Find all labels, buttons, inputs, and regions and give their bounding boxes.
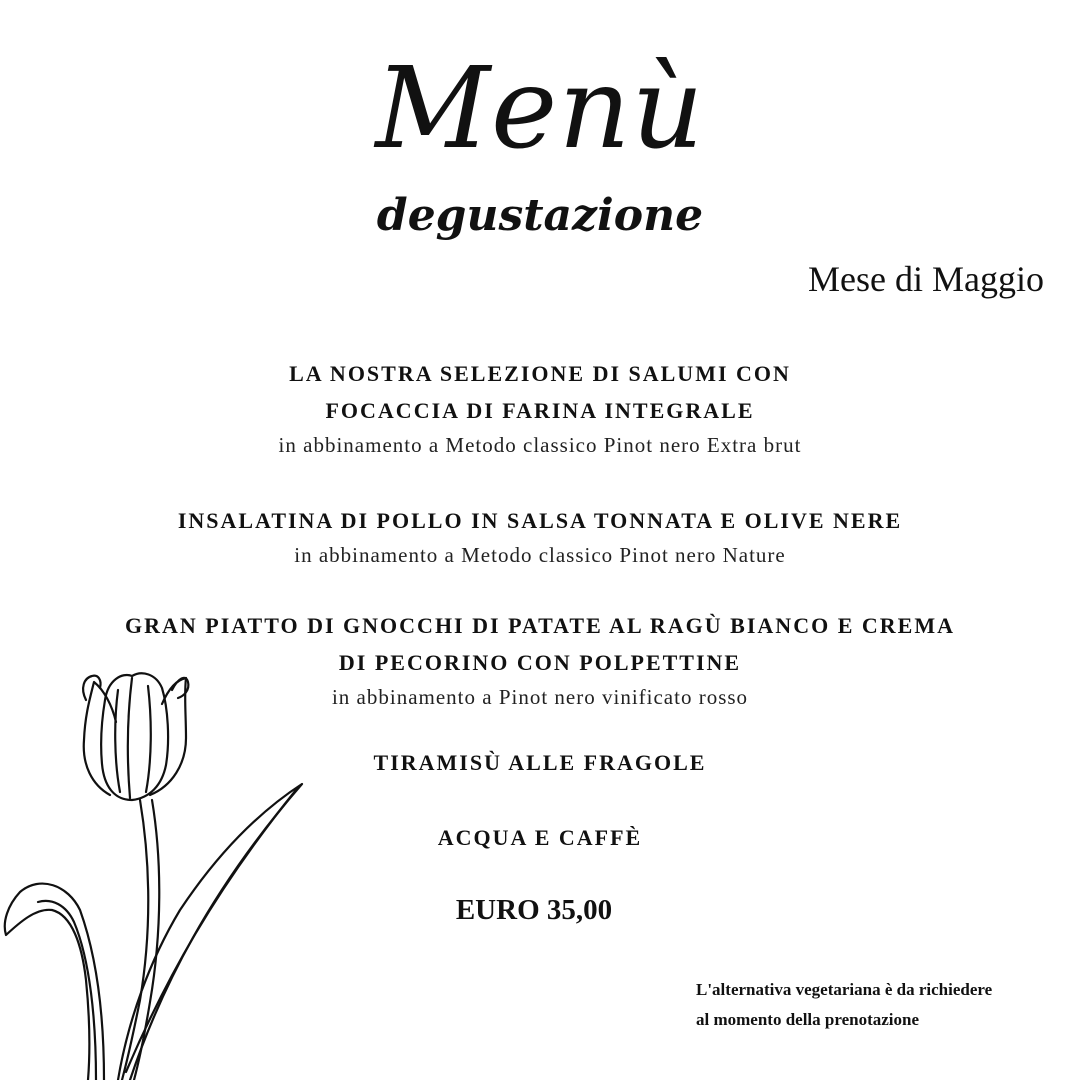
- tulip-leaf-vein: [126, 790, 296, 1072]
- dish-name: LA NOSTRA SELEZIONE DI SALUMI CON: [289, 361, 791, 386]
- dish-name: INSALATINA DI POLLO IN SALSA TONNATA E OLIVE NERE: [177, 508, 903, 533]
- dish-name-continued: DI PECORINO CON POLPETTINE: [338, 650, 742, 675]
- dish-name-continued: FOCACCIA DI FARINA INTEGRALE: [325, 398, 755, 423]
- vegetarian-note-line2: al momento della prenotazione: [696, 1010, 920, 1029]
- tulip-petal-center: [101, 673, 168, 800]
- dish-name: TIRAMISÙ ALLE FRAGOLE: [373, 750, 707, 775]
- vegetarian-note-line1: L'alternativa vegetariana è da richiedere: [696, 980, 993, 999]
- tulip-leaf-right: [118, 784, 302, 1080]
- course-antipasto: [0, 355, 1080, 461]
- menu-subtitle: degustazione: [376, 190, 704, 241]
- wine-pairing: in abbinamento a Metodo classico Pinot nero Nature: [294, 543, 786, 567]
- tulip-petal-outer-left: [84, 682, 116, 795]
- vegetarian-note: [696, 975, 992, 1035]
- menu-month: Mese di Maggio: [808, 259, 1044, 299]
- wine-pairing: in abbinamento a Metodo classico Pinot nero Extra brut: [278, 433, 802, 457]
- tulip-petal-line: [128, 678, 132, 798]
- menu-title: Menù: [375, 44, 705, 174]
- dish-name: GRAN PIATTO DI GNOCCHI DI PATATE AL RAGÙ BIANCO E CREMA: [125, 613, 955, 638]
- dish-name: ACQUA E CAFFÈ: [437, 825, 643, 850]
- menu-price: EURO 35,00: [455, 894, 613, 926]
- wine-pairing: in abbinamento a Pinot nero vinificato rosso: [331, 685, 749, 709]
- tulip-petal-line: [146, 686, 151, 792]
- tulip-petal-line: [115, 690, 120, 792]
- tulip-icon: [0, 660, 320, 1080]
- course-insalatina: [0, 502, 1080, 571]
